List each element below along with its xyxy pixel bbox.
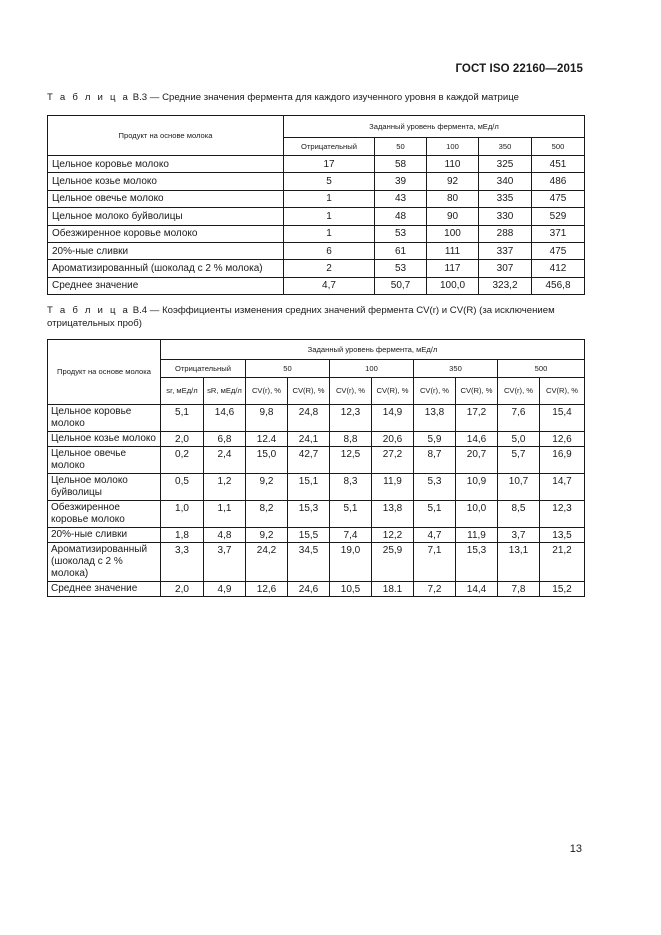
- level-header: 100: [330, 360, 414, 378]
- value-cell: 21,2: [540, 543, 585, 582]
- value-cell: 5,1: [414, 501, 456, 528]
- row-product-name: Цельное молоко буйволицы: [48, 208, 284, 225]
- metric-subheader: CV(r), %: [414, 378, 456, 405]
- value-cell: 371: [532, 225, 585, 242]
- value-cell: 100,0: [427, 277, 479, 294]
- value-cell: 18.1: [372, 582, 414, 597]
- caption-text: В.4 — Коэффициенты изменения средних значений фермента CV(r) и CV(R) (за исключением отрицательных проб): [47, 305, 555, 329]
- value-cell: 2,0: [161, 582, 204, 597]
- value-cell: 4,7: [284, 277, 375, 294]
- table-row: [48, 582, 585, 597]
- row-product-name: Цельное козье молоко: [48, 173, 284, 190]
- value-cell: 5,1: [161, 405, 204, 432]
- level-header: 350: [479, 138, 532, 156]
- value-cell: 17,2: [456, 405, 498, 432]
- table-row: [48, 432, 585, 447]
- value-cell: 7,2: [414, 582, 456, 597]
- value-cell: 2,0: [161, 432, 204, 447]
- value-cell: 10,9: [456, 474, 498, 501]
- value-cell: 6: [284, 242, 375, 259]
- value-cell: 486: [532, 173, 585, 190]
- value-cell: 20,6: [372, 432, 414, 447]
- value-cell: 14,9: [372, 405, 414, 432]
- value-cell: 4,8: [204, 528, 246, 543]
- value-cell: 9,2: [246, 474, 288, 501]
- value-cell: 1: [284, 208, 375, 225]
- value-cell: 1: [284, 225, 375, 242]
- value-cell: 15,3: [288, 501, 330, 528]
- value-cell: 3,7: [204, 543, 246, 582]
- table-row: [48, 447, 585, 474]
- value-cell: 53: [375, 260, 427, 277]
- table-row: [48, 260, 585, 277]
- value-cell: 11,9: [372, 474, 414, 501]
- value-cell: 5,7: [498, 447, 540, 474]
- table-row: [48, 173, 585, 190]
- value-cell: 14,6: [204, 405, 246, 432]
- table-row: [48, 225, 585, 242]
- value-cell: 14,6: [456, 432, 498, 447]
- value-cell: 340: [479, 173, 532, 190]
- table-row: [48, 528, 585, 543]
- value-cell: 16,9: [540, 447, 585, 474]
- value-cell: 24,6: [288, 582, 330, 597]
- level-header: 50: [375, 138, 427, 156]
- value-cell: 17: [284, 156, 375, 173]
- row-product-name: Обезжиренное коровье молоко: [48, 225, 284, 242]
- value-cell: 12,3: [330, 405, 372, 432]
- table-row: [48, 543, 585, 582]
- metric-subheader: CV(r), %: [330, 378, 372, 405]
- metric-subheader: CV(R), %: [372, 378, 414, 405]
- value-cell: 24,8: [288, 405, 330, 432]
- value-cell: 13,1: [498, 543, 540, 582]
- value-cell: 475: [532, 242, 585, 259]
- metric-subheader: CV(R), %: [456, 378, 498, 405]
- value-cell: 14,7: [540, 474, 585, 501]
- value-cell: 337: [479, 242, 532, 259]
- document-header: ГОСТ ISO 22160—2015: [455, 63, 583, 75]
- value-cell: 34,5: [288, 543, 330, 582]
- value-cell: 14,4: [456, 582, 498, 597]
- metric-subheader: sr, мЕд/л: [161, 378, 204, 405]
- value-cell: 2,4: [204, 447, 246, 474]
- metric-subheader: CV(r), %: [246, 378, 288, 405]
- value-cell: 12,3: [540, 501, 585, 528]
- table-row: [48, 190, 585, 207]
- value-cell: 24,2: [246, 543, 288, 582]
- value-cell: 80: [427, 190, 479, 207]
- value-cell: 2: [284, 260, 375, 277]
- value-cell: 9,2: [246, 528, 288, 543]
- level-header: 500: [498, 360, 585, 378]
- row-product-name: Ароматизированный (шоколад с 2 % молока): [48, 543, 161, 582]
- value-cell: 8,8: [330, 432, 372, 447]
- value-cell: 451: [532, 156, 585, 173]
- table-row: [48, 405, 585, 432]
- row-product-name: Ароматизированный (шоколад с 2 % молока): [48, 260, 284, 277]
- row-product-name: Цельное овечье молоко: [48, 447, 161, 474]
- value-cell: 25,9: [372, 543, 414, 582]
- value-cell: 48: [375, 208, 427, 225]
- level-column-header: Заданный уровень фермента, мЕд/л: [284, 116, 585, 138]
- value-cell: 0,2: [161, 447, 204, 474]
- row-product-name: Среднее значение: [48, 582, 161, 597]
- row-product-name: Цельное козье молоко: [48, 432, 161, 447]
- value-cell: 12,6: [540, 432, 585, 447]
- value-cell: 1,2: [204, 474, 246, 501]
- value-cell: 9,8: [246, 405, 288, 432]
- value-cell: 288: [479, 225, 532, 242]
- row-product-name: Среднее значение: [48, 277, 284, 294]
- row-product-name: Цельное коровье молоко: [48, 156, 284, 173]
- row-product-name: 20%-ные сливки: [48, 528, 161, 543]
- product-column-header: Продукт на основе молока: [48, 116, 284, 156]
- value-cell: 325: [479, 156, 532, 173]
- value-cell: 1: [284, 190, 375, 207]
- row-product-name: Обезжиренное коровье молоко: [48, 501, 161, 528]
- value-cell: 12,5: [330, 447, 372, 474]
- value-cell: 13,8: [372, 501, 414, 528]
- value-cell: 5,0: [498, 432, 540, 447]
- row-product-name: Цельное молоко буйволицы: [48, 474, 161, 501]
- value-cell: 323,2: [479, 277, 532, 294]
- value-cell: 110: [427, 156, 479, 173]
- value-cell: 12,2: [372, 528, 414, 543]
- value-cell: 7,6: [498, 405, 540, 432]
- value-cell: 7,1: [414, 543, 456, 582]
- value-cell: 15,5: [288, 528, 330, 543]
- value-cell: 4,7: [414, 528, 456, 543]
- level-header: 100: [427, 138, 479, 156]
- value-cell: 13,5: [540, 528, 585, 543]
- metric-subheader: CV(r), %: [498, 378, 540, 405]
- value-cell: 61: [375, 242, 427, 259]
- value-cell: 15,0: [246, 447, 288, 474]
- value-cell: 13,8: [414, 405, 456, 432]
- table-row: [48, 156, 585, 173]
- value-cell: 1,8: [161, 528, 204, 543]
- value-cell: 8,2: [246, 501, 288, 528]
- value-cell: 20,7: [456, 447, 498, 474]
- level-column-header: Заданный уровень фермента, мЕд/л: [161, 340, 585, 360]
- product-column-header: Продукт на основе молока: [48, 340, 161, 405]
- value-cell: 7,8: [498, 582, 540, 597]
- value-cell: 3,7: [498, 528, 540, 543]
- table-row: [48, 242, 585, 259]
- value-cell: 12,6: [246, 582, 288, 597]
- value-cell: 100: [427, 225, 479, 242]
- value-cell: 24,1: [288, 432, 330, 447]
- table-row: [48, 208, 585, 225]
- value-cell: 15,4: [540, 405, 585, 432]
- value-cell: 335: [479, 190, 532, 207]
- value-cell: 0,5: [161, 474, 204, 501]
- table-b4-caption: [47, 304, 583, 330]
- level-header: 500: [532, 138, 585, 156]
- level-header: 350: [414, 360, 498, 378]
- row-product-name: Цельное коровье молоко: [48, 405, 161, 432]
- value-cell: 12.4: [246, 432, 288, 447]
- value-cell: 58: [375, 156, 427, 173]
- value-cell: 456,8: [532, 277, 585, 294]
- caption-label: Т а б л и ц а: [47, 92, 131, 103]
- table-row: [48, 474, 585, 501]
- value-cell: 8,3: [330, 474, 372, 501]
- value-cell: 43: [375, 190, 427, 207]
- table-b3: [47, 115, 585, 295]
- value-cell: 27,2: [372, 447, 414, 474]
- page-number: 13: [569, 843, 582, 855]
- value-cell: 3,3: [161, 543, 204, 582]
- value-cell: 5: [284, 173, 375, 190]
- value-cell: 1,0: [161, 501, 204, 528]
- value-cell: 4,9: [204, 582, 246, 597]
- value-cell: 7,4: [330, 528, 372, 543]
- value-cell: 19,0: [330, 543, 372, 582]
- table-b3-caption: [47, 91, 583, 104]
- value-cell: 15,1: [288, 474, 330, 501]
- value-cell: 50,7: [375, 277, 427, 294]
- value-cell: 6,8: [204, 432, 246, 447]
- value-cell: 42,7: [288, 447, 330, 474]
- value-cell: 5,1: [330, 501, 372, 528]
- value-cell: 111: [427, 242, 479, 259]
- metric-subheader: CV(R), %: [288, 378, 330, 405]
- value-cell: 5,3: [414, 474, 456, 501]
- table-b4: [47, 339, 585, 597]
- value-cell: 92: [427, 173, 479, 190]
- value-cell: 90: [427, 208, 479, 225]
- metric-subheader: CV(R), %: [540, 378, 585, 405]
- value-cell: 475: [532, 190, 585, 207]
- row-product-name: Цельное овечье молоко: [48, 190, 284, 207]
- row-product-name: 20%-ные сливки: [48, 242, 284, 259]
- value-cell: 10,7: [498, 474, 540, 501]
- value-cell: 412: [532, 260, 585, 277]
- value-cell: 15,3: [456, 543, 498, 582]
- value-cell: 5,9: [414, 432, 456, 447]
- table-row: [48, 277, 585, 294]
- caption-label: Т а б л и ц а: [47, 305, 131, 316]
- value-cell: 11,9: [456, 528, 498, 543]
- value-cell: 10,0: [456, 501, 498, 528]
- value-cell: 307: [479, 260, 532, 277]
- value-cell: 8,5: [498, 501, 540, 528]
- value-cell: 39: [375, 173, 427, 190]
- table-row: [48, 501, 585, 528]
- value-cell: 117: [427, 260, 479, 277]
- caption-text: В.3 — Средние значения фермента для каждого изученного уровня в каждой матрице: [130, 92, 519, 103]
- level-header: Отрицательный: [284, 138, 375, 156]
- metric-subheader: sR, мЕд/л: [204, 378, 246, 405]
- value-cell: 15,2: [540, 582, 585, 597]
- value-cell: 10,5: [330, 582, 372, 597]
- value-cell: 1,1: [204, 501, 246, 528]
- value-cell: 330: [479, 208, 532, 225]
- level-header: Отрицательный: [161, 360, 246, 378]
- level-header: 50: [246, 360, 330, 378]
- value-cell: 8,7: [414, 447, 456, 474]
- value-cell: 529: [532, 208, 585, 225]
- value-cell: 53: [375, 225, 427, 242]
